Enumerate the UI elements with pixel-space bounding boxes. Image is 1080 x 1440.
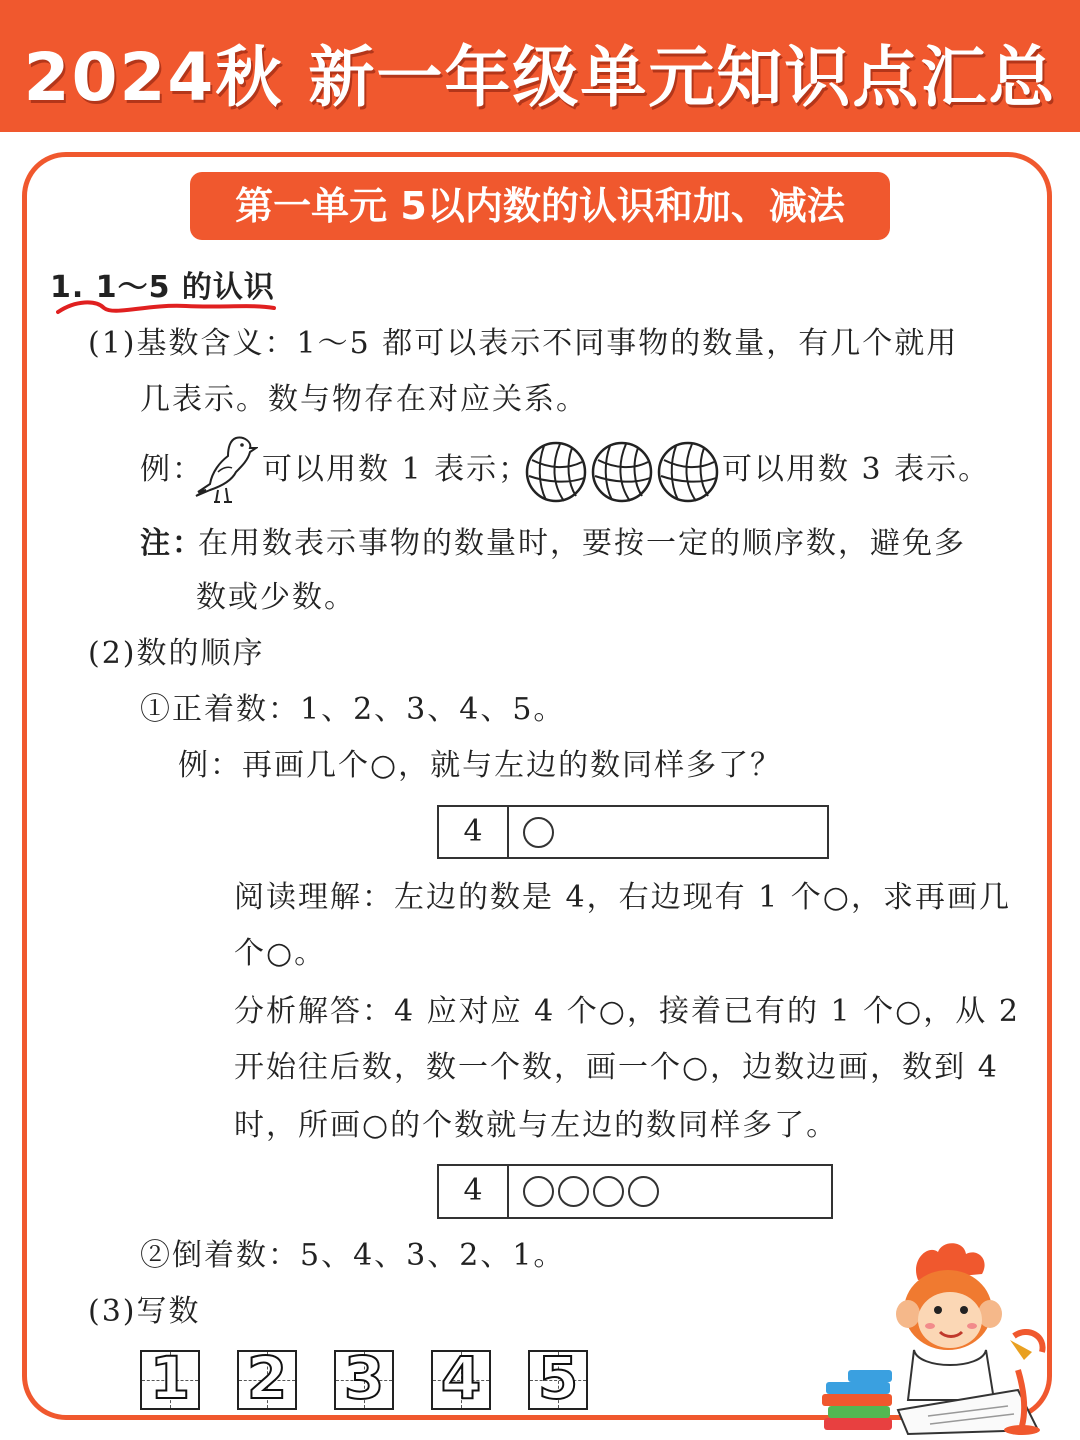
writing-digit: 3 (343, 1344, 385, 1412)
circle-mark (593, 1176, 624, 1207)
example2-text: 例：再画几个○，就与左边的数同样多了？ (178, 748, 783, 783)
p1-line2: 几表示。数与物存在对应关系。 (140, 382, 588, 417)
writing-digit: 2 (246, 1344, 288, 1412)
writing-digit: 1 (149, 1344, 191, 1412)
answer-line3: 时，所画○的个数就与左边的数同样多了。 (234, 1108, 839, 1143)
note-line1: 在用数表示事物的数量时，要按一定的顺序数，避免多 (198, 526, 966, 561)
circle-mark (628, 1176, 659, 1207)
number-box-2 (437, 1164, 833, 1219)
header-bar (0, 0, 1080, 132)
answer-line1: 分析解答：4 应对应 4 个○，接着已有的 1 个○，从 2 (234, 994, 1020, 1029)
forward-count: ①正着数：1、2、3、4、5。 (140, 692, 566, 727)
answer-line2: 开始往后数，数一个数，画一个○，边数边画，数到 4 (234, 1050, 999, 1085)
monkey-mascot (818, 1240, 1058, 1436)
note-line2: 数或少数。 (196, 580, 356, 615)
writing-cell (528, 1344, 588, 1412)
number-box-1 (437, 805, 829, 859)
section-title: 1. 1～5 的认识 (50, 270, 275, 305)
ball-icon (593, 443, 651, 501)
circle-row (523, 817, 558, 849)
example-mid-text: 可以用数 1 表示； (262, 452, 531, 487)
note-label: 注： (140, 526, 204, 561)
circle-mark (523, 1176, 554, 1207)
underline-squiggle (56, 298, 276, 320)
writing-cell (431, 1344, 491, 1412)
p1-line1: (1)基数含义：1～5 都可以表示不同事物的数量，有几个就用 (88, 326, 959, 361)
backward-count: ②倒着数：5、4、3、2、1。 (140, 1238, 566, 1273)
writing-digit: 4 (440, 1344, 482, 1412)
bird-illustration (192, 432, 258, 504)
writing-cell (334, 1344, 394, 1412)
ball-icon (527, 443, 585, 501)
writing-cell (140, 1344, 200, 1412)
unit-banner: 第一单元 5以内数的认识和加、减法 (190, 172, 890, 240)
example-end-text: 可以用数 3 表示。 (722, 452, 991, 487)
page-title: 2024秋 新一年级单元知识点汇总 (23, 39, 1057, 116)
ball-icon (659, 443, 717, 501)
circle-row (523, 1176, 663, 1208)
circle-mark (558, 1176, 589, 1207)
p2-title: (2)数的顺序 (88, 636, 265, 671)
read-line1: 阅读理解：左边的数是 4，右边现有 1 个○，求再画几 (234, 880, 1011, 915)
balls-group (524, 440, 720, 504)
writing-cell (237, 1344, 297, 1412)
box-number: 4 (439, 1166, 509, 1217)
writing-digit: 5 (537, 1344, 579, 1412)
example-label: 例： (140, 452, 204, 487)
box-number: 4 (439, 807, 509, 857)
p3-title: (3)写数 (88, 1294, 201, 1329)
circle-mark (523, 817, 554, 848)
read-line2: 个○。 (234, 936, 327, 971)
